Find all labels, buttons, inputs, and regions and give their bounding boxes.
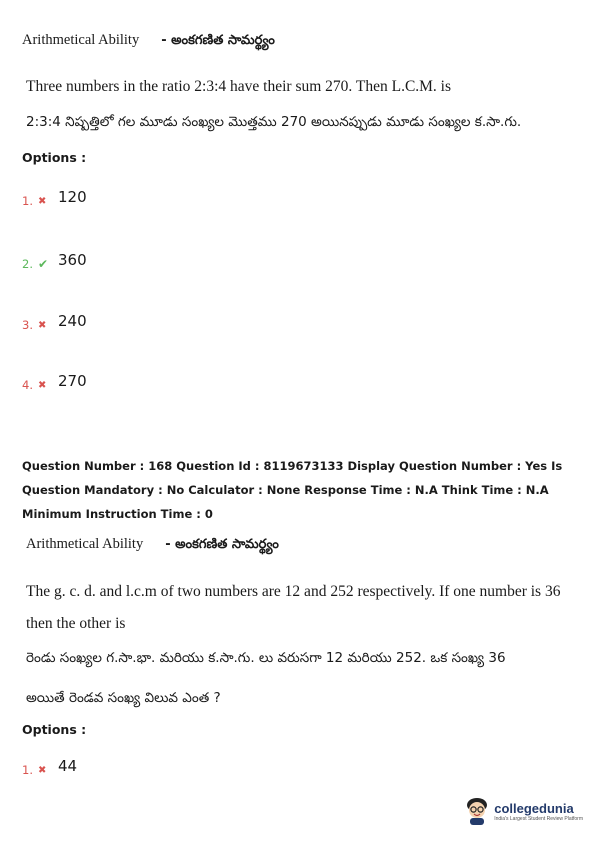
cross-icon: ✖ — [38, 379, 47, 391]
q2-question-te-1: రెండు సంఖ్యల గ.సా.భా. మరియు క.సా.గు. లు వరుసగా 12 మరియు 252. ఒక సంఖ్య 36 — [26, 650, 506, 666]
logo-tagline: India's Largest Student Review Platform — [494, 815, 583, 822]
collegedunia-logo — [464, 796, 583, 826]
option-value: 270 — [58, 372, 87, 390]
option-number: 3. — [22, 318, 33, 332]
option-value: 44 — [58, 757, 78, 775]
q1-option-3[interactable] — [22, 310, 87, 332]
option-value: 360 — [58, 251, 87, 269]
option-number: 4. — [22, 378, 33, 392]
q1-subject-en: Arithmetical Ability — [22, 32, 140, 48]
q2-options-label: Options : — [22, 722, 87, 737]
q1-subject-te: - అంకగణిత సామర్థ్యం — [161, 33, 275, 48]
q2-subject-en: Arithmetical Ability — [26, 536, 144, 552]
cross-icon: ✖ — [38, 319, 47, 331]
check-icon: ✔ — [38, 257, 49, 271]
q1-option-4[interactable] — [22, 370, 87, 392]
option-value: 240 — [58, 312, 87, 330]
q1-options-label: Options : — [22, 150, 87, 165]
q2-question-te-2: అయితే రెండవ సంఖ్య విలువ ఎంత ? — [26, 690, 221, 706]
q1-option-2[interactable] — [22, 249, 87, 271]
option-number: 1. — [22, 194, 33, 208]
cross-icon: ✖ — [38, 764, 47, 776]
q2-option-1[interactable] — [22, 755, 77, 777]
q2-subject — [26, 536, 279, 555]
q2-meta: Question Number : 168 Question Id : 8119673133 Display Question Number : Yes Is Question Mandatory : No Calculator : None Response Time : N.A Think Time : N.A Minimum Instruction Time : 0 — [22, 459, 563, 521]
logo-name: collegedunia — [494, 800, 574, 816]
cross-icon: ✖ — [38, 195, 47, 207]
q2-question-en-2: then the other is — [26, 615, 126, 632]
option-value: 120 — [58, 188, 87, 206]
q1-option-1[interactable] — [22, 186, 87, 208]
logo-mascot-icon — [464, 796, 490, 826]
q2-subject-te: - అంకగణిత సామర్థ్యం — [165, 537, 279, 552]
q2-question-en-1: The g. c. d. and l.c.m of two numbers are 12 and 252 respectively. If one number is 36 — [26, 583, 561, 600]
q1-subject — [22, 32, 275, 51]
q1-question-te: 2:3:4 నిష్పత్తిలో గల మూడు సంఖ్యల మొత్తము 270 అయినప్పుడు మూడు సంఖ్యల క.సా.గు. — [26, 114, 522, 130]
q1-question-en: Three numbers in the ratio 2:3:4 have their sum 270. Then L.C.M. is — [26, 78, 452, 95]
option-number: 2. — [22, 257, 33, 271]
option-number: 1. — [22, 763, 33, 777]
